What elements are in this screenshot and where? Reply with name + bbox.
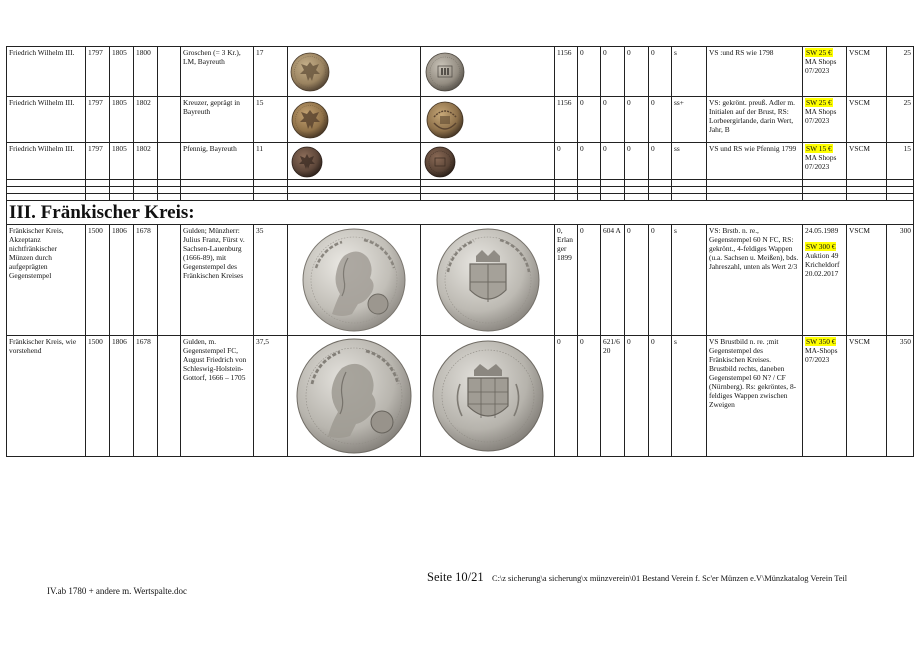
year-cell: 1802 <box>134 97 158 143</box>
reverse-image-cell <box>421 143 555 180</box>
size-cell: 35 <box>254 225 288 336</box>
file-path: C:\z sicherung\a sicherung\x münzverein\01 Bestand Verein f. Sc'er Münzen e.V\Münzkatalog Verein Teil <box>492 574 848 583</box>
reverse-image-cell <box>421 225 555 336</box>
count-cell-4: 0 <box>649 97 672 143</box>
blank-cell <box>158 143 181 180</box>
from-cell: 1797 <box>86 47 110 97</box>
coin-reverse-arms-icon <box>432 340 544 452</box>
description-cell: Pfennig, Bayreuth <box>181 143 254 180</box>
price-cell <box>803 143 847 180</box>
to-cell: 1805 <box>110 97 134 143</box>
ref-cell: 1156 <box>555 47 578 97</box>
ruler-cell: Friedrich Wilhelm III. <box>7 143 86 180</box>
section-heading-cell <box>7 201 914 225</box>
value-cell: 25 <box>887 97 914 143</box>
count-cell-4: 0 <box>649 225 672 336</box>
ref-cell: 0 <box>555 143 578 180</box>
grade-cell: s <box>672 336 707 457</box>
empty-row <box>7 194 914 201</box>
value-cell: 350 <box>887 336 914 457</box>
size-cell: 11 <box>254 143 288 180</box>
coin-reverse-value-icon <box>425 52 465 92</box>
table-row <box>7 336 914 457</box>
owner-cell: VSCM <box>847 47 887 97</box>
table-row <box>7 97 914 143</box>
table-row <box>7 225 914 336</box>
reverse-image-cell <box>421 47 555 97</box>
notes-cell: VS :und RS wie 1798 <box>707 47 803 97</box>
count-cell-1: 0 <box>578 225 601 336</box>
to-cell: 1805 <box>110 47 134 97</box>
ruler-cell: Friedrich Wilhelm III. <box>7 97 86 143</box>
size-cell: 17 <box>254 47 288 97</box>
table-row <box>7 47 914 97</box>
count-cell-2: 0 <box>601 97 625 143</box>
blank-cell <box>158 97 181 143</box>
count-cell-2: 0 <box>601 47 625 97</box>
notes-cell: VS und RS wie Pfennig 1799 <box>707 143 803 180</box>
coin-obverse-portrait-icon <box>302 228 406 332</box>
price-badge: SW 25 € <box>806 48 832 57</box>
coin-reverse-wreath-icon <box>426 101 464 139</box>
ruler-cell: Fränkischer Kreis, Akzeptanz nichtfränkischer Münzen durch aufgeprägten Gegenstempel <box>7 225 86 336</box>
value-cell: 300 <box>887 225 914 336</box>
price-badge: SW 350 € <box>806 337 836 346</box>
from-cell: 1500 <box>86 336 110 457</box>
from-cell: 1500 <box>86 225 110 336</box>
price-cell <box>803 225 847 336</box>
description-cell: Groschen (= 3 Kr.), LM, Bayreuth <box>181 47 254 97</box>
to-cell: 1806 <box>110 225 134 336</box>
section-row <box>7 201 914 225</box>
page-number: Seite 10/21 <box>427 570 484 584</box>
grade-cell: ss+ <box>672 97 707 143</box>
grade-cell: ss <box>672 143 707 180</box>
count-cell-2: 0 <box>601 143 625 180</box>
obverse-image-cell <box>288 143 421 180</box>
count-cell-3: 0 <box>625 47 649 97</box>
from-cell: 1797 <box>86 97 110 143</box>
owner-cell: VSCM <box>847 143 887 180</box>
empty-row <box>7 187 914 194</box>
count-cell-3: 0 <box>625 97 649 143</box>
count-cell-1: 0 <box>578 336 601 457</box>
notes-cell: VS: Brstb. n. re., Gegenstempel 60 N FC, RS: gekrönt., 4-feldiges Wappen (u.a. Sachsen u. Meißen), bds. Jahreszahl, unten als Wert 2/3 <box>707 225 803 336</box>
count-cell-3: 0 <box>625 225 649 336</box>
count-cell-3: 0 <box>625 336 649 457</box>
description-cell: Gulden, m. Gegenstempel FC, August Friedrich von Schleswig-Holstein-Gottorf, 1666 – 1705 <box>181 336 254 457</box>
price-source: MA-Shops 07/2023 <box>805 346 838 365</box>
notes-cell: VS: gekrönt. preuß. Adler m. Initialen auf der Brust, RS: Lorbeergirlande, darin Wert, Jahr, B <box>707 97 803 143</box>
coin-catalog-table <box>6 46 914 457</box>
price-source: MA Shops 07/2023 <box>805 153 837 172</box>
reverse-image-cell <box>421 97 555 143</box>
file-name: IV.ab 1780 + andere m. Wertspalte.doc <box>47 586 187 596</box>
price-badge: SW 25 € <box>806 98 832 107</box>
count-cell-1: 0 <box>578 47 601 97</box>
ruler-cell: Fränkischer Kreis, wie vorstehend <box>7 336 86 457</box>
price-cell <box>803 336 847 457</box>
description-cell: Kreuzer, geprägt in Bayreuth <box>181 97 254 143</box>
description-cell: Gulden; Münzherr: Julius Franz, Fürst v. Sachsen-Lauenburg (1666-89), mit Gegenstempel des Fränkischen Kreises <box>181 225 254 336</box>
price-source: MA Shops 07/2023 <box>805 57 837 76</box>
obverse-image-cell <box>288 336 421 457</box>
year-cell: 1678 <box>134 225 158 336</box>
blank-cell <box>158 47 181 97</box>
price-cell <box>803 97 847 143</box>
ref-cell: 0 <box>555 336 578 457</box>
coin-reverse-arms-icon <box>436 228 540 332</box>
obverse-image-cell <box>288 97 421 143</box>
count-cell-4: 0 <box>649 47 672 97</box>
section-title: III. Fränkischer Kreis: <box>9 202 195 223</box>
size-cell: 15 <box>254 97 288 143</box>
coin-obverse-eagle-icon <box>291 101 329 139</box>
year-cell: 1678 <box>134 336 158 457</box>
price-date: 24.05.1989 <box>805 226 839 235</box>
coin-obverse-portrait-icon <box>296 338 412 454</box>
count-cell-3: 0 <box>625 143 649 180</box>
count-cell-4: 0 <box>649 336 672 457</box>
ref-cell: 1156 <box>555 97 578 143</box>
notes-cell: VS Brustbild n. re. ;mit Gegenstempel des Fränkischen Kreises. Brustbild rechts, daneben Gegenstempel 60 N? / CF (Nürnberg). Rs: gekröntes, 8-feldiges Wappen zwischen Zweigen <box>707 336 803 457</box>
price-source: MA Shops 07/2023 <box>805 107 837 126</box>
grade-cell: s <box>672 225 707 336</box>
year-cell: 1800 <box>134 47 158 97</box>
coin-obverse-eagle-icon <box>290 52 330 92</box>
count-cell-1: 0 <box>578 143 601 180</box>
size-cell: 37,5 <box>254 336 288 457</box>
obverse-image-cell <box>288 47 421 97</box>
reverse-image-cell <box>421 336 555 457</box>
price-badge: SW 300 € <box>806 242 836 252</box>
obverse-image-cell <box>288 225 421 336</box>
price-source: Auktion 49 Kricheldorf 20.02.2017 <box>805 251 840 279</box>
count-cell-2: 621/620 <box>601 336 625 457</box>
owner-cell: VSCM <box>847 336 887 457</box>
blank-cell <box>158 336 181 457</box>
count-cell-4: 0 <box>649 143 672 180</box>
price-cell <box>803 47 847 97</box>
coin-reverse-copper-icon <box>424 146 456 178</box>
count-cell-2: 604 A <box>601 225 625 336</box>
price-badge: SW 15 € <box>806 144 832 153</box>
ruler-cell: Friedrich Wilhelm III. <box>7 47 86 97</box>
owner-cell: VSCM <box>847 97 887 143</box>
year-cell: 1802 <box>134 143 158 180</box>
to-cell: 1806 <box>110 336 134 457</box>
coin-obverse-copper-icon <box>291 146 323 178</box>
value-cell: 15 <box>887 143 914 180</box>
count-cell-1: 0 <box>578 97 601 143</box>
value-cell: 25 <box>887 47 914 97</box>
ref-cell: 0, Erlanger 1899 <box>555 225 578 336</box>
empty-row <box>7 180 914 187</box>
blank-cell <box>158 225 181 336</box>
table-row <box>7 143 914 180</box>
grade-cell: s <box>672 47 707 97</box>
owner-cell: VSCM <box>847 225 887 336</box>
to-cell: 1805 <box>110 143 134 180</box>
from-cell: 1797 <box>86 143 110 180</box>
